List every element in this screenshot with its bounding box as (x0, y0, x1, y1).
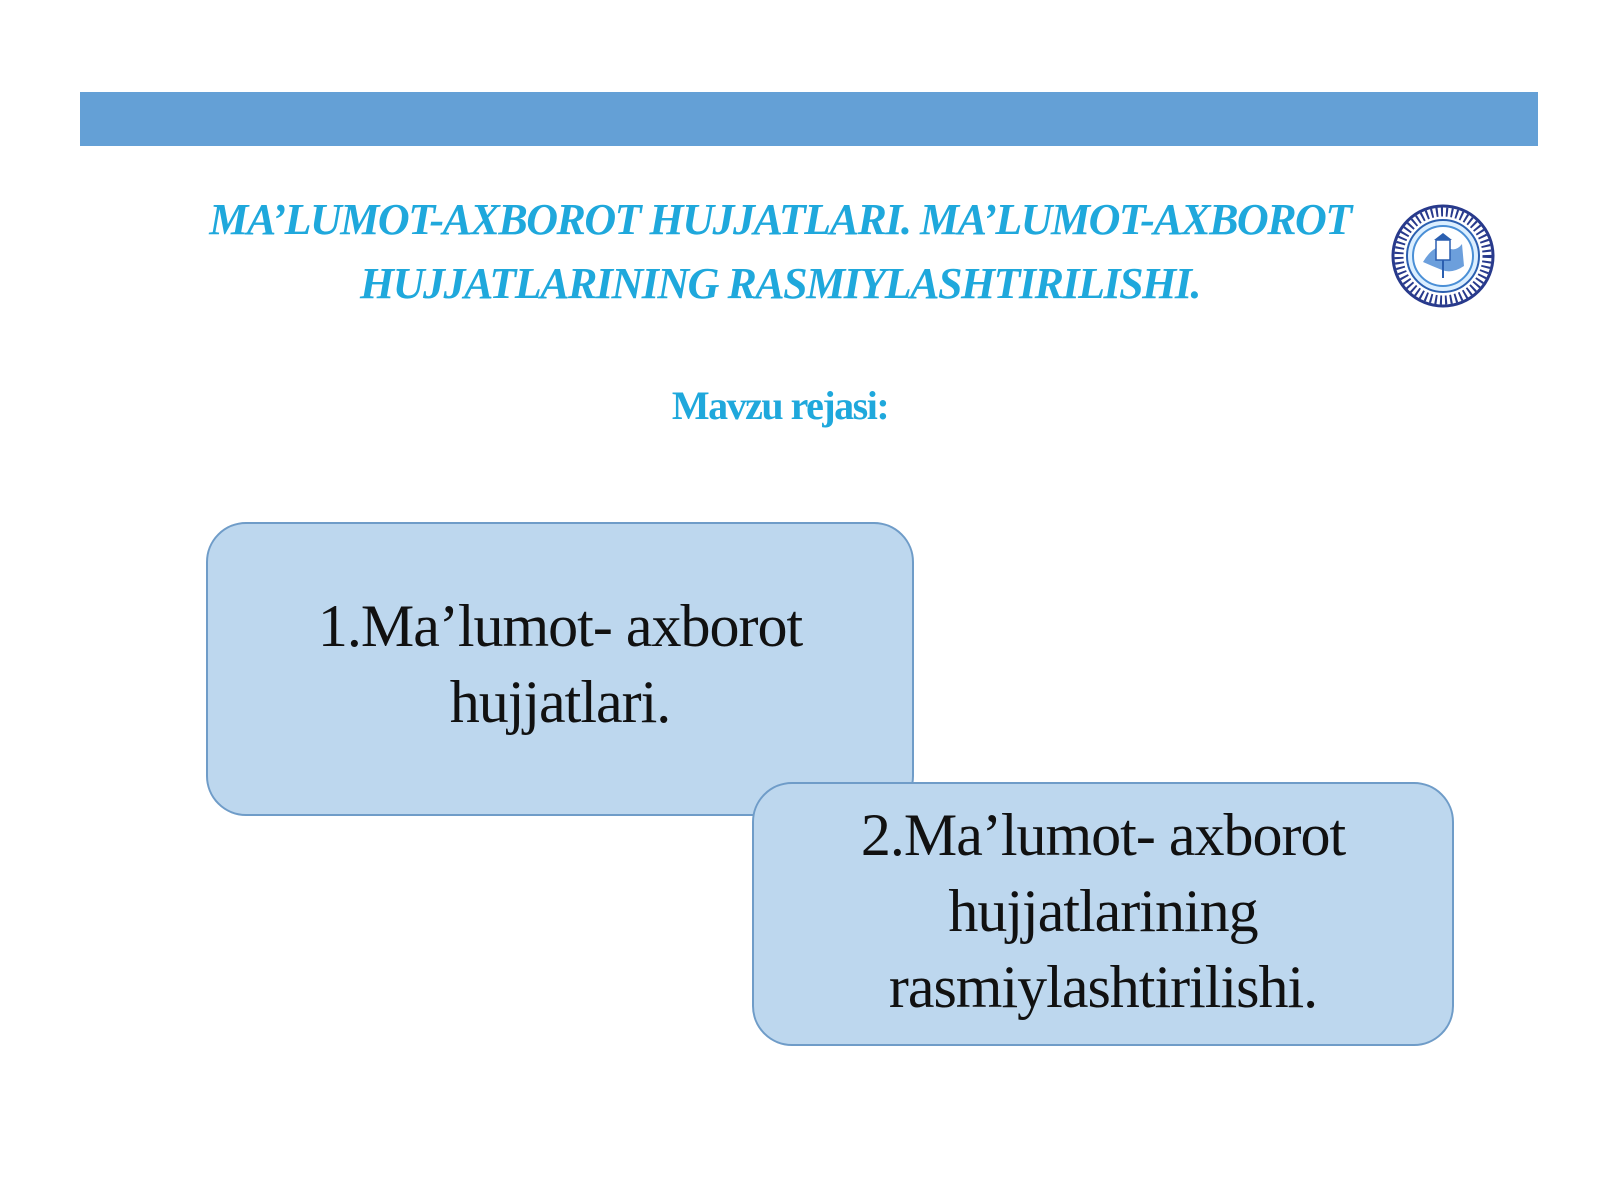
plan-item-1 (206, 522, 914, 816)
plan-item-2 (752, 782, 1454, 1046)
plan-heading: Mavzu rejasi: (671, 383, 889, 428)
plan-item-1-label: 1.Ma’lumot- axborot hujjatlari. (317, 593, 803, 735)
top-accent-bar (80, 92, 1538, 146)
plan-item-2-label: 2.Ma’lumot- axborot hujjatlarining rasmiylashtirilishi. (860, 802, 1346, 1020)
university-emblem-icon (1390, 200, 1496, 312)
slide-title: MA’LUMOT-AXBOROT HUJJATLARI. MA’LUMOT-AXBOROT HUJJATLARINING RASMIYLASHTIRILISHI. (209, 195, 1351, 308)
